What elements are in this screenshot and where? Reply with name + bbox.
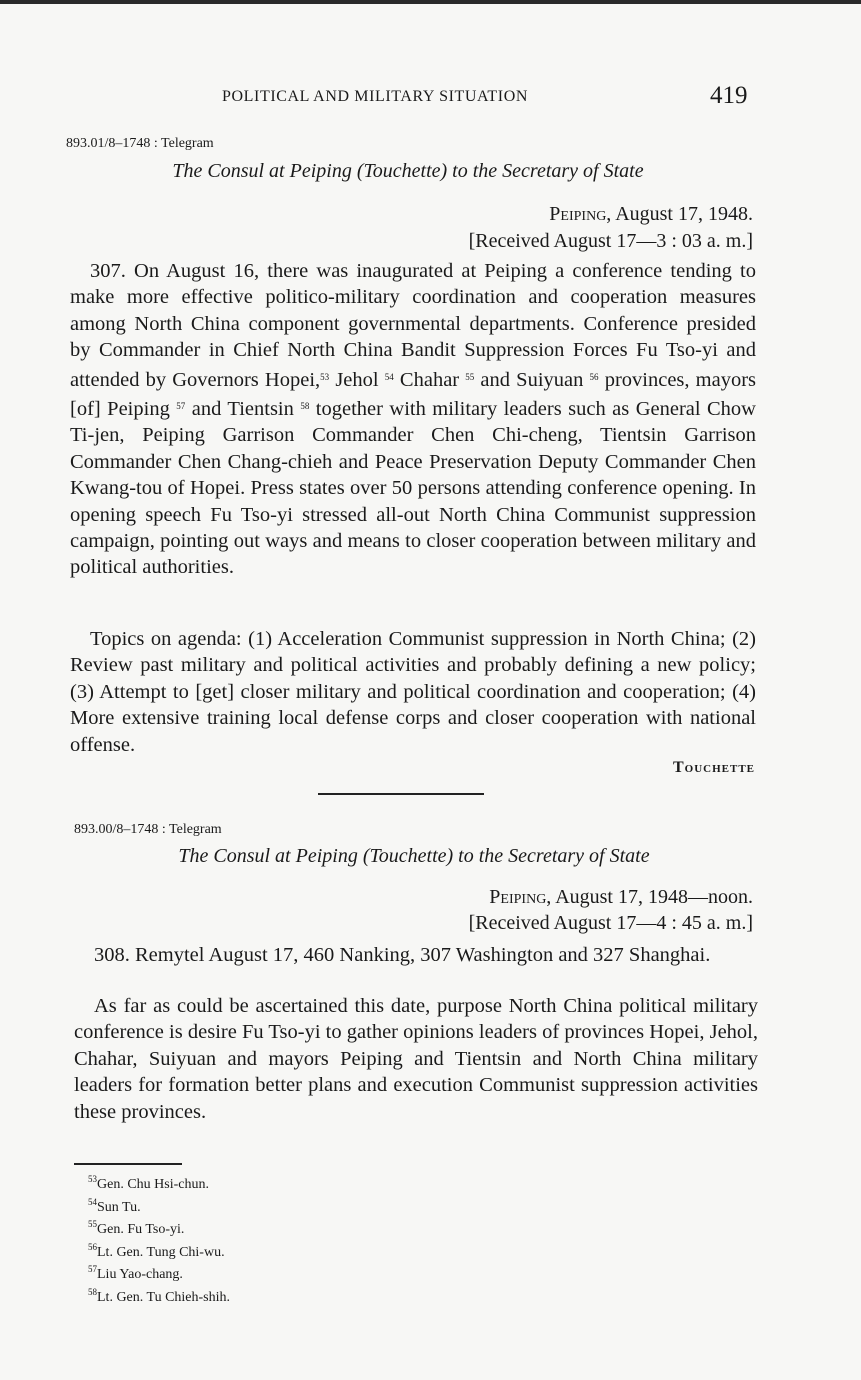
footnote: $^{53}$Gen. Chu Hsi-chun.	[88, 1174, 209, 1192]
received-line: [Received August 17—4 : 45 a. m.]	[468, 912, 753, 934]
footnote-ref: 57	[176, 401, 186, 412]
signature: Touchette	[672, 759, 755, 776]
telegram-paragraph: As far as could be ascertained this date, purpose North China political military conference is desire Fu Tso-yi to gather opinions leaders of provinces Hopei, Jehol, Chahar, Suiyuan and mayors Peiping and Tientsin and North China military leaders for formation better plans and execution Communist suppression activities these provinces.	[74, 995, 758, 1123]
footnote: $^{56}$Lt. Gen. Tung Chi-wu.	[88, 1241, 225, 1260]
footnote: $^{54}$Sun Tu.	[88, 1196, 141, 1215]
file-reference: 893.00/8–1748 : Telegram	[74, 822, 222, 837]
page-number: 419	[710, 82, 748, 109]
telegram-paragraph: Topics on agenda: (1) Acceleration Communist suppression in North China; (2) Review past military and political activities and probably defining a new policy; (3) Attempt to [get] closer military and political coordination and cooperation; (4) More extensive training local defense corps and closer cooperation with national offense.	[70, 628, 756, 756]
dateline	[489, 886, 753, 909]
dateline-date: August 17, 1948—noon.	[551, 886, 753, 908]
running-header: POLITICAL AND MILITARY SITUATION	[222, 88, 529, 105]
file-reference: 893.01/8–1748 : Telegram	[66, 136, 214, 151]
document-heading: The Consul at Peiping (Touchette) to the Secretary of State	[178, 845, 650, 867]
footnote-ref: 54	[384, 371, 394, 382]
footnote-ref: 58	[300, 401, 310, 412]
dateline-place: Peiping,	[549, 203, 612, 225]
section-divider	[318, 793, 484, 795]
footnote: $^{55}$Gen. Fu Tso-yi.	[88, 1219, 185, 1237]
dateline	[549, 203, 753, 226]
footnotes	[88, 1171, 230, 1306]
footnote: $^{57}$Liu Yao-chang.	[88, 1264, 183, 1282]
footnote-ref: 53	[320, 371, 330, 382]
footnote-rule	[74, 1163, 182, 1165]
telegram-paragraph: 307. On August 16, there was inaugurated at Peiping a conference tending to make more effective politico-military coordination and cooperation measures among North China component governmental departments. Conference presided by Commander in Chief North China Bandit Suppression Forces Fu Tso-yi and attended by Governors Hopei,$^{53}$ Jehol $^{54}$ Chahar $^{55}$ and Suiyuan $^{56}$ provinces, mayors [of] Peiping $^{57}$ and Tientsin $^{58}$ together with military leaders such as General Chow Ti-jen, Peiping Garrison Commander Chen Chi-cheng, Tientsin Garrison Commander Chen Chang-chieh and Peace Preservation Deputy Commander Chen Kwang-tou of Hopei. Press states over 50 persons attending conference opening. In opening speech Fu Tso-yi stressed all-out North China Communist suppression campaign, pointing out ways and means to closer cooperation between military and political authorities.	[70, 260, 757, 579]
footnote-ref: 56	[589, 371, 599, 382]
telegram-paragraph: 308. Remytel August 17, 460 Nanking, 307 Washington and 327 Shanghai.	[94, 944, 711, 966]
footnote-ref: 55	[465, 371, 475, 382]
received-line: [Received August 17—3 : 03 a. m.]	[468, 230, 753, 252]
dateline-place: Peiping,	[489, 886, 552, 908]
dateline-date: August 17, 1948.	[611, 203, 753, 225]
document-heading: The Consul at Peiping (Touchette) to the Secretary of State	[172, 160, 644, 182]
footnote: $^{58}$Lt. Gen. Tu Chieh-shih.	[88, 1286, 231, 1305]
